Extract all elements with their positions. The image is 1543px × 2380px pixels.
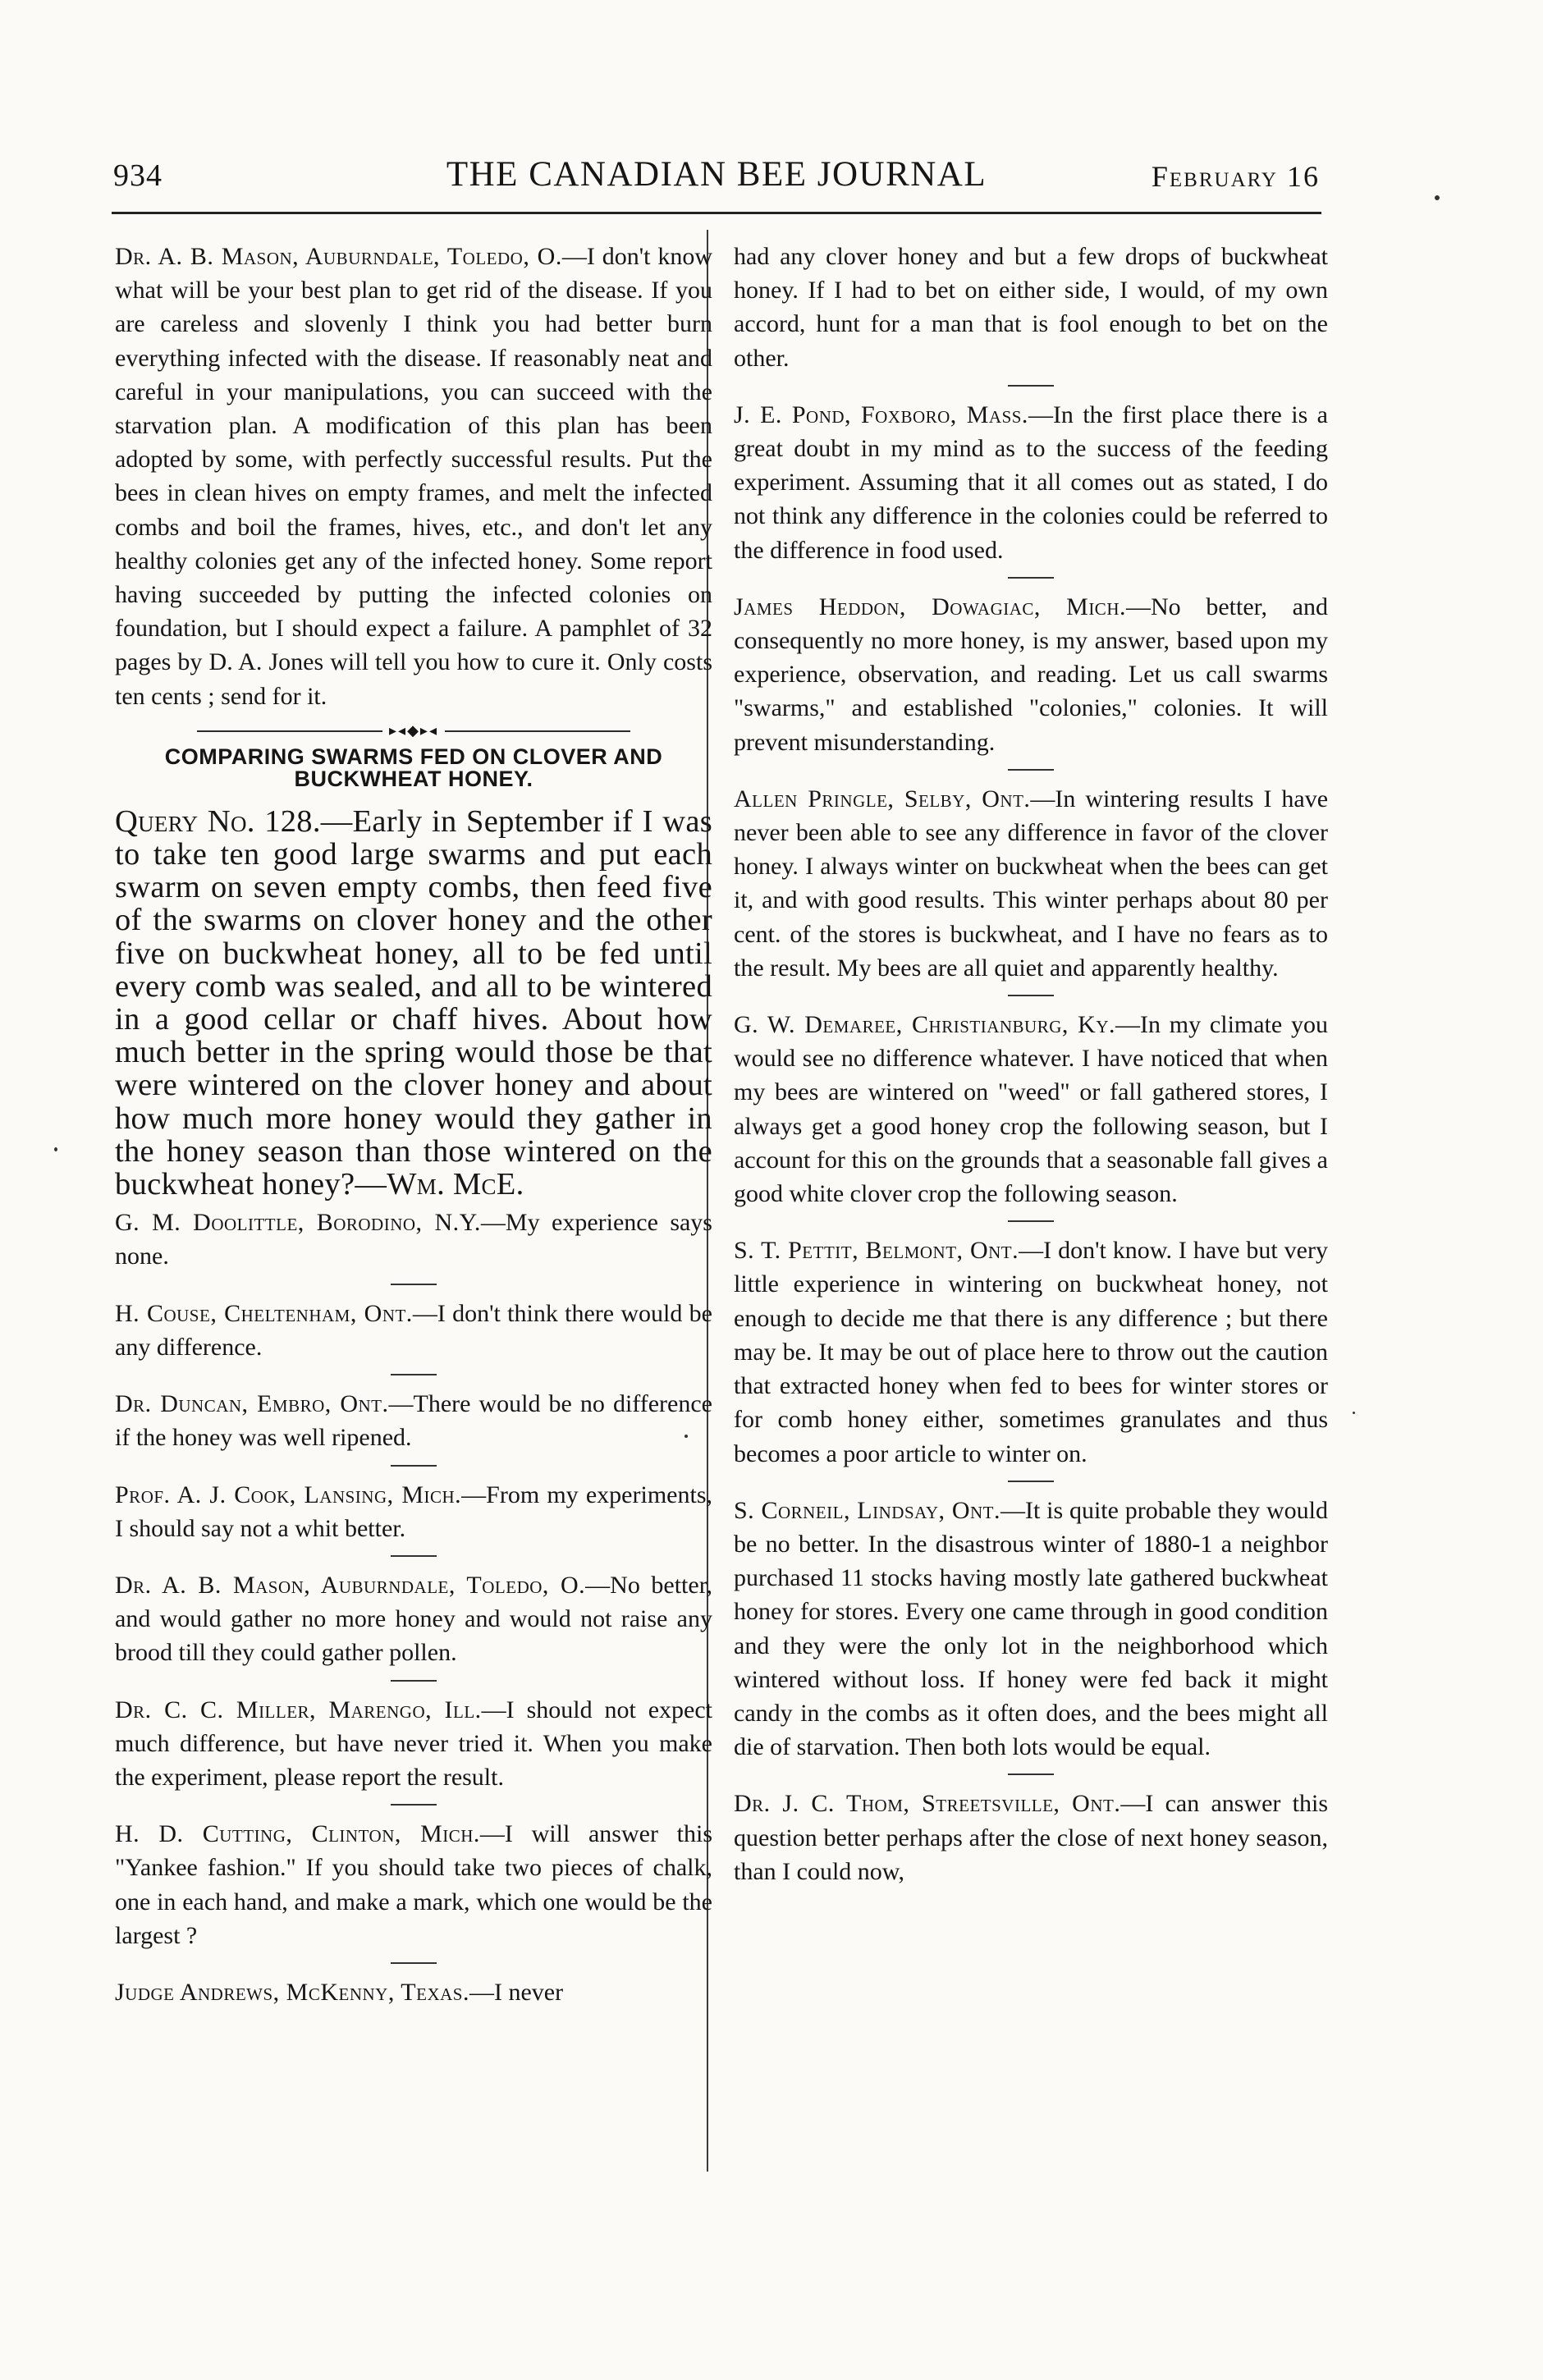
journal-title: THE CANADIAN BEE JOURNAL [446, 155, 987, 194]
ornament-icon: ▸◂◆▸◂ [382, 721, 445, 739]
ornament-divider [115, 721, 712, 739]
answer-text: —In wintering results I have never been able to see any difference in favor of the clover honey. I always winter on buckwheat when the bees can get it, and with good results. This winter perhaps about 80 per cent. of the stores is buckwheat, and I have no fears as to the result. My bees are all quiet and apparently healthy. [734, 785, 1329, 982]
separator-rule [1008, 577, 1054, 579]
issue-date: February 16 [1151, 160, 1320, 193]
page-number: 934 [113, 158, 163, 193]
answer-entry [115, 1693, 712, 1795]
respondent-name: Dr. Duncan, Embro, Ont. [115, 1390, 389, 1418]
answer-text: —I don't think there would be any difference. [115, 1299, 712, 1361]
respondent-name: H. Couse, Cheltenham, Ont. [115, 1299, 413, 1327]
separator-rule [1008, 1220, 1054, 1222]
answer-entry [115, 1206, 712, 1273]
respondent-name: S. Corneil, Lindsay, Ont. [734, 1496, 1001, 1524]
separator-rule [1008, 1774, 1054, 1775]
respondent-name: Dr. J. C. Thom, Streetsville, Ont. [734, 1790, 1121, 1818]
answer-entry [734, 1008, 1328, 1211]
respondent-name: Prof. A. J. Cook, Lansing, Mich. [115, 1481, 462, 1508]
answer-text: —There would be no difference if the honey was well ripened. [115, 1390, 712, 1452]
answer-entry [734, 590, 1328, 759]
answer-text: —I will answer this "Yankee fashion." If you should take two pieces of chalk, one in each hand, and make a mark, which one would be the largest ? [115, 1820, 712, 1949]
section-heading-line-2: BUCKWHEAT HONEY. [294, 766, 533, 791]
answer-text: —I never [469, 1978, 564, 2006]
separator-rule [1008, 769, 1054, 771]
answer-entry [115, 240, 712, 713]
scan-speck [1435, 195, 1440, 200]
answer-entry [734, 1233, 1328, 1470]
answer-text: —I don't know what will be your best plan to get rid of the disease. If you are careless and slovenly I think you had better burn everything infected with the disease. If reasonably neat and careful in your manipulations, you can succeed with the starvation plan. A modification of this plan has been adopted by some, with perfectly successful results. Put the bees in clean hives on empty frames, and melt the infected combs and boil the frames, hives, etc., and don't let any healthy colonies get any of the infected honey. Some report having succeeded by putting the infected colonies on foundation, but I should expect a failure. A pamphlet of 32 pages by D. A. Jones will tell you how to cure it. Only costs ten cents ; send for it. [115, 243, 712, 710]
separator-rule [391, 1680, 437, 1682]
query-label: Query No. 128. [115, 803, 321, 839]
answer-text: —In the first place there is a great doubt in my mind as to the success of the feeding experiment. Assuming that it all comes out as stated, I do not think any difference in the colonies could be referred to the difference in food used. [734, 400, 1328, 564]
answer-text: —No better, and consequently no more honey, is my answer, based upon my experience, observation, and reading. Let us call swarms "swarms," and established "colonies," colonies. It will prevent misunderstanding. [734, 593, 1328, 756]
separator-rule [391, 1374, 437, 1375]
respondent-name: Judge Andrews, McKenny, Texas. [115, 1978, 469, 2006]
respondent-name: G. M. Doolittle, Borodino, N.Y. [115, 1209, 481, 1237]
right-column [734, 240, 1328, 1888]
answer-text: —It is quite probable they would be no better. In the disastrous winter of 1880-1 a neighbor purchased 11 stocks having mostly late gathered buckwheat honey for stores. Every one came through in good condition and they were the only lot in the neighborhood which wintered without loss. If honey were fed back it might candy in the combs as it often does, and the bees might all die of starvation. Then both lots would be equal. [734, 1496, 1328, 1761]
respondent-name: G. W. Demaree, Christianburg, Ky. [734, 1011, 1116, 1039]
section-heading [115, 746, 712, 790]
answer-entry [115, 1297, 712, 1364]
answer-text: —In my climate you would see no difference whatever. I have noticed that when my bees are wintered on "weed" or fall gathered stores, I always get a good honey crop the following season, but I account for this on the grounds that a seasonable fall gives a good white clover crop the following season. [734, 1011, 1328, 1208]
answer-entry [734, 782, 1328, 985]
scan-speck [1353, 1412, 1355, 1414]
separator-rule [391, 1284, 437, 1285]
query-text: —Early in September if I was to take ten good large swarms and put each swarm on seven empty combs, then feed five of the swarms on clover honey and the other five on buckwheat honey, all to be fed until every comb was sealed, and all to be wintered in a good cellar or chaff hives. About how much better in the spring would those be that were wintered on the clover honey and about how much more honey would they gather in the honey season than those wintered on the buckwheat honey?— [115, 803, 712, 1202]
separator-rule [391, 1962, 437, 1964]
respondent-name: James Heddon, Dowagiac, Mich. [734, 593, 1126, 620]
respondent-name: Allen Pringle, Selby, Ont. [734, 785, 1031, 812]
answer-entry [115, 1975, 712, 2009]
answer-entry [115, 1568, 712, 1670]
query-paragraph [115, 805, 712, 1201]
separator-rule [391, 1555, 437, 1557]
respondent-name: J. E. Pond, Foxboro, Mass. [734, 400, 1028, 428]
respondent-name: Dr. C. C. Miller, Marengo, Ill. [115, 1696, 482, 1723]
answer-text: —I should not expect much difference, but have never tried it. When you make the experiment, please report the result. [115, 1696, 712, 1791]
continued-answer: had any clover honey and but a few drops of buckwheat honey. If I had to bet on either side, I would, of my own accord, hunt for a man that is fool enough to bet on the other. [734, 243, 1328, 372]
answer-entry [115, 1387, 712, 1454]
respondent-name: H. D. Cutting, Clinton, Mich. [115, 1820, 480, 1848]
answer-text: —No better, and would gather no more honey and would not raise any brood till they could gather pollen. [115, 1571, 712, 1667]
respondent-name: Dr. A. B. Mason, Auburndale, Toledo, O. [115, 243, 562, 270]
scan-speck [685, 1435, 688, 1438]
left-column [115, 240, 712, 2009]
respondent-name: Dr. A. B. Mason, Auburndale, Toledo, O. [115, 1571, 586, 1599]
query-signature: Wm. McE. [387, 1167, 524, 1202]
running-header [113, 155, 1320, 207]
section-heading-line-1: COMPARING SWARMS FED ON CLOVER AND [164, 744, 663, 769]
answer-entry [734, 398, 1328, 567]
separator-rule [1008, 385, 1054, 387]
separator-rule [391, 1804, 437, 1806]
separator-rule [1008, 995, 1054, 996]
answer-text: —I don't know. I have but very little experience in wintering on buckwheat honey, not enough to decide me that there is any difference ; but there may be. It may be out of place here to throw out the caution that extracted honey when fed to bees for winter stores or for comb honey either, sometimes granulates and thus becomes a poor article to winter on. [734, 1237, 1328, 1467]
answer-text: —I can answer this question better perhaps after the close of next honey season, than I could now, [734, 1790, 1328, 1885]
scan-speck [54, 1147, 57, 1151]
respondent-name: S. T. Pettit, Belmont, Ont. [734, 1237, 1019, 1265]
answer-entry [115, 1817, 712, 1952]
answer-entry [115, 1478, 712, 1545]
answer-entry [734, 1787, 1328, 1888]
separator-rule [391, 1465, 437, 1467]
answer-text: —My experience says none. [115, 1209, 712, 1270]
answer-entry [734, 1494, 1328, 1764]
header-rule [112, 212, 1321, 214]
separator-rule [1008, 1481, 1054, 1482]
answer-text: —From my experiments, I should say not a whit better. [115, 1481, 712, 1542]
